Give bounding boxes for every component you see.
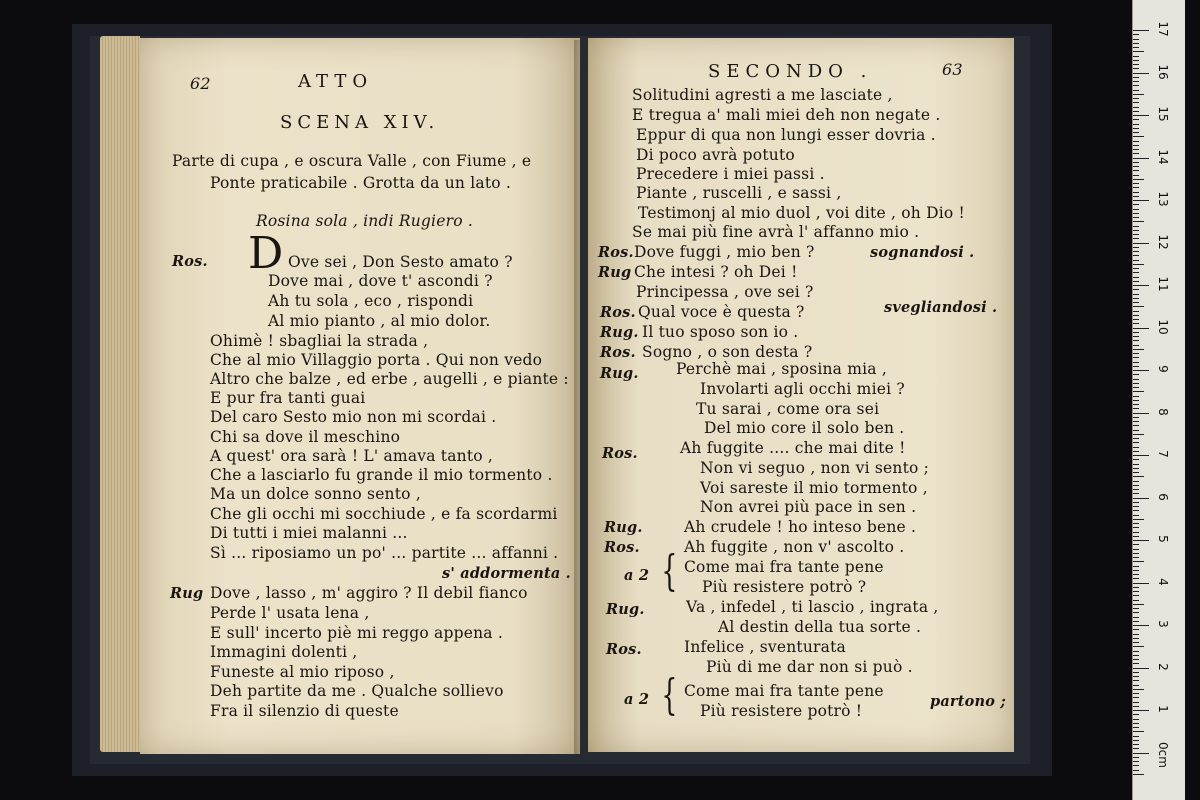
ruler-tick bbox=[1133, 770, 1139, 771]
stage-direction: Rosina sola , indi Rugiero . bbox=[256, 212, 473, 230]
verse-line: Infelice , sventurata bbox=[684, 638, 846, 656]
ruler-tick bbox=[1133, 723, 1139, 724]
ruler-tick bbox=[1133, 430, 1139, 431]
speaker-label: Ros. bbox=[604, 539, 640, 556]
ruler-tick bbox=[1133, 600, 1139, 601]
ruler-tick bbox=[1133, 323, 1139, 324]
ruler-tick bbox=[1133, 472, 1139, 473]
verse-line: Del caro Sesto mio non mi scordai . bbox=[210, 408, 497, 426]
ruler-tick bbox=[1133, 289, 1139, 290]
ruler-label: 5 bbox=[1156, 535, 1170, 543]
scene-title: SCENA XIV. bbox=[280, 112, 440, 133]
verse-line: Più di me dar non si può . bbox=[706, 658, 913, 676]
ruler-label: 7 bbox=[1156, 450, 1170, 458]
ruler-tick bbox=[1133, 553, 1139, 554]
verse-line: Ohimè ! sbagliai la strada , bbox=[210, 332, 429, 350]
ruler-tick bbox=[1133, 374, 1139, 375]
ruler-label: 17 bbox=[1156, 21, 1170, 37]
ruler-tick bbox=[1133, 578, 1139, 579]
ruler-tick bbox=[1133, 170, 1139, 171]
duet-marker: a 2 bbox=[624, 691, 650, 708]
verse-line: Deh partite da me . Qualche sollievo bbox=[210, 682, 504, 700]
ruler-tick bbox=[1133, 281, 1139, 282]
ruler-tick bbox=[1133, 306, 1144, 307]
ruler-tick bbox=[1133, 366, 1139, 367]
stage-direction: s' addormenta . bbox=[442, 565, 571, 582]
ruler-tick bbox=[1133, 73, 1149, 74]
ruler-tick bbox=[1133, 710, 1149, 711]
brace-icon: { bbox=[661, 670, 678, 719]
verse-line: Dove mai , dove t' ascondi ? bbox=[268, 272, 493, 290]
ruler-tick bbox=[1133, 510, 1139, 511]
verse-line: Di poco avrà potuto bbox=[636, 146, 795, 164]
ruler-tick bbox=[1133, 583, 1149, 584]
ruler-tick bbox=[1133, 719, 1139, 720]
speaker-label: Ros. bbox=[598, 244, 634, 261]
ruler-tick bbox=[1133, 544, 1139, 545]
ruler-tick bbox=[1133, 425, 1139, 426]
ruler-tick bbox=[1133, 264, 1144, 265]
ruler-tick bbox=[1133, 417, 1139, 418]
ruler-tick bbox=[1133, 617, 1139, 618]
ruler-tick bbox=[1133, 141, 1139, 142]
ruler-tick bbox=[1133, 39, 1139, 40]
ruler-tick bbox=[1133, 753, 1149, 754]
ruler-tick bbox=[1133, 561, 1144, 562]
ruler-tick bbox=[1133, 238, 1139, 239]
verse-line: E sull' incerto piè mi reggo appena . bbox=[210, 624, 503, 642]
ruler-tick bbox=[1133, 400, 1139, 401]
ruler-tick bbox=[1133, 187, 1139, 188]
ruler-tick bbox=[1133, 396, 1139, 397]
verse-line: Che intesi ? oh Dei ! bbox=[634, 263, 798, 281]
verse-line: Tu sarai , come ora sei bbox=[696, 400, 880, 418]
ruler-tick bbox=[1133, 209, 1139, 210]
ruler-tick bbox=[1133, 345, 1139, 346]
ruler-tick bbox=[1133, 638, 1139, 639]
stage-direction: sognandosi . bbox=[870, 244, 975, 261]
verse-line: Voi sareste il mio tormento , bbox=[700, 479, 928, 497]
ruler-tick bbox=[1133, 294, 1139, 295]
verse-line: Solitudini agresti a me lasciate , bbox=[632, 86, 893, 104]
ruler-tick bbox=[1133, 81, 1139, 82]
ruler-tick bbox=[1133, 30, 1149, 31]
ruler-tick bbox=[1133, 612, 1139, 613]
ruler-tick bbox=[1133, 43, 1139, 44]
ruler-tick bbox=[1133, 621, 1139, 622]
ruler-tick bbox=[1133, 200, 1149, 201]
verse-line: Sì ... riposiamo un po' ... partite ... affanni . bbox=[210, 544, 559, 562]
ruler-tick bbox=[1133, 370, 1149, 371]
ruler-tick bbox=[1133, 149, 1139, 150]
verse-line: A quest' ora sarà ! L' amava tanto , bbox=[210, 447, 494, 465]
ruler-label: 0cm bbox=[1156, 741, 1170, 768]
ruler-tick bbox=[1133, 404, 1139, 405]
ruler-tick bbox=[1133, 332, 1139, 333]
ruler-tick bbox=[1133, 379, 1139, 380]
ruler-tick bbox=[1133, 196, 1139, 197]
verse-line: Perde l' usata lena , bbox=[210, 604, 370, 622]
ruler-tick bbox=[1133, 702, 1139, 703]
ruler-tick bbox=[1133, 536, 1139, 537]
ruler-label: 16 bbox=[1156, 63, 1170, 80]
ruler-tick bbox=[1133, 442, 1139, 443]
ruler-tick bbox=[1133, 302, 1139, 303]
verse-line: Come mai fra tante pene bbox=[684, 682, 884, 700]
verse-line: Che a lasciarlo fu grande il mio tormento . bbox=[210, 466, 553, 484]
ruler-tick bbox=[1133, 540, 1149, 541]
ruler-tick bbox=[1133, 90, 1139, 91]
ruler-label: 12 bbox=[1156, 233, 1170, 250]
ruler-tick bbox=[1133, 744, 1139, 745]
ruler-tick bbox=[1133, 47, 1139, 48]
ruler-tick bbox=[1133, 285, 1149, 286]
verse-line: Che al mio Villaggio porta . Qui non vedo bbox=[210, 351, 543, 369]
ruler-tick bbox=[1133, 183, 1139, 184]
ruler-tick bbox=[1133, 251, 1139, 252]
ruler-tick bbox=[1133, 328, 1149, 329]
verse-line: Chi sa dove il meschino bbox=[210, 428, 401, 446]
ruler-tick bbox=[1133, 485, 1139, 486]
ruler-tick bbox=[1133, 421, 1139, 422]
ruler-tick bbox=[1133, 166, 1139, 167]
ruler-tick bbox=[1133, 697, 1139, 698]
ruler-tick bbox=[1133, 515, 1139, 516]
ruler-label: 11 bbox=[1156, 276, 1170, 292]
verse-line: Immagini dolenti , bbox=[210, 643, 358, 661]
ruler-tick bbox=[1133, 353, 1139, 354]
ruler-tick bbox=[1133, 570, 1139, 571]
speaker-label: Rug bbox=[170, 585, 204, 602]
verse-line: Al destin della tua sorte . bbox=[718, 618, 922, 636]
ruler-tick bbox=[1133, 243, 1149, 244]
right-page bbox=[588, 38, 1014, 752]
ruler-tick bbox=[1133, 706, 1139, 707]
verse-line: Al mio pianto , al mio dolor. bbox=[268, 312, 491, 330]
verse-line: Come mai fra tante pene bbox=[684, 558, 884, 576]
ruler-tick bbox=[1133, 761, 1139, 762]
ruler-tick bbox=[1133, 115, 1149, 116]
ruler-tick bbox=[1133, 455, 1149, 456]
ruler-tick bbox=[1133, 145, 1139, 146]
ruler-tick bbox=[1133, 527, 1139, 528]
ruler-tick bbox=[1133, 629, 1139, 630]
ruler-tick bbox=[1133, 587, 1139, 588]
ruler-tick bbox=[1133, 506, 1139, 507]
ruler-tick bbox=[1133, 447, 1139, 448]
speaker-label: Ros. bbox=[600, 344, 636, 361]
ruler-tick bbox=[1133, 230, 1139, 231]
ruler-tick bbox=[1133, 502, 1139, 503]
ruler-tick bbox=[1133, 663, 1139, 664]
ruler-tick bbox=[1133, 591, 1139, 592]
verse-line: Di tutti i miei malanni ... bbox=[210, 524, 408, 542]
page-number: 62 bbox=[190, 74, 211, 93]
ruler-tick bbox=[1133, 523, 1139, 524]
ruler-tick bbox=[1133, 34, 1139, 35]
ruler-tick bbox=[1133, 268, 1139, 269]
ruler-tick bbox=[1133, 357, 1139, 358]
verse-line: Qual voce è questa ? bbox=[638, 303, 805, 321]
ruler-tick bbox=[1133, 642, 1139, 643]
running-head: ATTO bbox=[298, 71, 374, 92]
ruler-tick bbox=[1133, 64, 1139, 65]
ruler-tick bbox=[1133, 574, 1139, 575]
speaker-label: Rug. bbox=[606, 601, 645, 618]
ruler-tick bbox=[1133, 748, 1139, 749]
ruler-tick bbox=[1133, 153, 1139, 154]
ruler-tick bbox=[1133, 685, 1139, 686]
ruler-tick bbox=[1133, 298, 1139, 299]
verse-line: Ove sei , Don Sesto amato ? bbox=[288, 253, 513, 271]
ruler-label: 14 bbox=[1156, 148, 1170, 165]
ruler-label: 10 bbox=[1156, 318, 1170, 335]
ruler-tick bbox=[1133, 438, 1139, 439]
ruler-tick bbox=[1133, 128, 1139, 129]
verse-line: Più resistere potrò ! bbox=[700, 702, 863, 720]
verse-line: Testimonj al mio duol , voi dite , oh Dio ! bbox=[638, 204, 965, 222]
ruler-tick bbox=[1133, 459, 1139, 460]
ruler-tick bbox=[1133, 634, 1139, 635]
verse-line: Perchè mai , sposina mia , bbox=[676, 360, 887, 378]
ruler-tick bbox=[1133, 646, 1144, 647]
ruler-tick bbox=[1133, 362, 1139, 363]
ruler-label: 1 bbox=[1156, 705, 1170, 713]
ruler-tick bbox=[1133, 468, 1139, 469]
ruler-tick bbox=[1133, 158, 1149, 159]
verse-line: Più resistere potrò ? bbox=[702, 578, 867, 596]
verse-line: Non avrei più pace in sen . bbox=[700, 498, 917, 516]
verse-line: Principessa , ove sei ? bbox=[636, 283, 814, 301]
ruler-tick bbox=[1133, 566, 1139, 567]
ruler-tick bbox=[1133, 349, 1144, 350]
ruler-tick bbox=[1133, 255, 1139, 256]
ruler-tick bbox=[1133, 272, 1139, 273]
ruler-tick bbox=[1133, 659, 1139, 660]
ruler-tick bbox=[1133, 98, 1139, 99]
verse-line: Dove , lasso , m' aggiro ? Il debil fianco bbox=[210, 584, 528, 602]
ruler-tick bbox=[1133, 532, 1139, 533]
verse-line: E pur fra tanti guai bbox=[210, 389, 366, 407]
ruler-label: 2 bbox=[1156, 662, 1170, 671]
ruler-tick bbox=[1133, 277, 1139, 278]
verse-line: Ah fuggite , non v' ascolto . bbox=[684, 538, 905, 556]
ruler-tick bbox=[1133, 740, 1139, 741]
ruler-tick bbox=[1133, 476, 1144, 477]
ruler-tick bbox=[1133, 498, 1149, 499]
page-block-edge bbox=[100, 36, 140, 752]
verse-line: Piante , ruscelli , e sassi , bbox=[636, 184, 842, 202]
verse-line: Ah tu sola , eco , rispondi bbox=[268, 292, 474, 310]
speaker-label: Ros. bbox=[600, 304, 636, 321]
ruler-tick bbox=[1133, 714, 1139, 715]
ruler-tick bbox=[1133, 162, 1139, 163]
ruler-label: 6 bbox=[1156, 492, 1170, 501]
verse-line: Va , infedel , ti lascio , ingrata , bbox=[686, 598, 939, 616]
speaker-label: Rug bbox=[598, 264, 632, 281]
ruler-label: 8 bbox=[1156, 407, 1170, 416]
ruler-tick bbox=[1133, 311, 1139, 312]
ruler-tick bbox=[1133, 260, 1139, 261]
ruler-tick bbox=[1133, 434, 1144, 435]
verse-line: E tregua a' mali miei deh non negate . bbox=[632, 106, 941, 124]
verse-line: Ah crudele ! ho inteso bene . bbox=[684, 518, 917, 536]
ruler-tick bbox=[1133, 192, 1139, 193]
verse-line: Sogno , o son desta ? bbox=[642, 343, 813, 361]
ruler-tick bbox=[1133, 387, 1139, 388]
ruler-tick bbox=[1133, 217, 1139, 218]
ruler-tick bbox=[1133, 204, 1139, 205]
ruler-tick bbox=[1133, 132, 1139, 133]
ruler-tick bbox=[1133, 689, 1144, 690]
setting-line: Parte di cupa , e oscura Valle , con Fiume , e bbox=[172, 152, 532, 170]
ruler-tick bbox=[1133, 481, 1139, 482]
speaker-label: Rug. bbox=[600, 365, 639, 382]
ruler-tick bbox=[1133, 557, 1139, 558]
verse-line: Ma un dolce sonno sento , bbox=[210, 485, 421, 503]
ruler-tick bbox=[1133, 247, 1139, 248]
ruler-tick bbox=[1133, 85, 1139, 86]
ruler-tick bbox=[1133, 51, 1144, 52]
ruler-tick bbox=[1133, 625, 1149, 626]
ruler-tick bbox=[1133, 68, 1139, 69]
drop-cap: D bbox=[248, 228, 284, 279]
ruler-tick bbox=[1133, 56, 1139, 57]
ruler-tick bbox=[1133, 655, 1139, 656]
ruler-tick bbox=[1133, 727, 1139, 728]
ruler-tick bbox=[1133, 383, 1139, 384]
ruler-tick bbox=[1133, 595, 1139, 596]
ruler-tick bbox=[1133, 672, 1139, 673]
ruler-tick bbox=[1133, 680, 1139, 681]
ruler-tick bbox=[1133, 102, 1139, 103]
verse-line: Del mio core il solo ben . bbox=[704, 419, 905, 437]
ruler-tick bbox=[1133, 107, 1139, 108]
ruler-tick bbox=[1133, 408, 1139, 409]
verse-line: Funeste al mio riposo , bbox=[210, 663, 395, 681]
verse-line: Fra il silenzio di queste bbox=[210, 702, 399, 720]
verse-line: Ah fuggite .... che mai dite ! bbox=[680, 439, 906, 457]
ruler-label: 4 bbox=[1156, 577, 1170, 586]
setting-line: Ponte praticabile . Grotta da un lato . bbox=[210, 174, 512, 192]
ruler-tick bbox=[1133, 136, 1144, 137]
ruler-tick bbox=[1133, 668, 1149, 669]
ruler-tick bbox=[1133, 391, 1144, 392]
ruler-tick bbox=[1133, 60, 1139, 61]
stage-direction: svegliandosi . bbox=[884, 299, 998, 316]
ruler-tick bbox=[1133, 111, 1139, 112]
duet-marker: a 2 bbox=[624, 567, 650, 584]
verse-line: Non vi seguo , non vi sento ; bbox=[700, 459, 930, 477]
speaker-label: Rug. bbox=[600, 324, 639, 341]
ruler-tick bbox=[1133, 676, 1139, 677]
ruler-tick bbox=[1133, 340, 1139, 341]
ruler-tick bbox=[1133, 234, 1139, 235]
ruler-tick bbox=[1133, 519, 1144, 520]
measuring-ruler bbox=[1132, 0, 1185, 800]
ruler-label: 3 bbox=[1156, 620, 1170, 628]
verse-line: Altro che balze , ed erbe , augelli , e piante : bbox=[210, 370, 569, 388]
speaker-label: Rug. bbox=[604, 519, 643, 536]
ruler-tick bbox=[1133, 693, 1139, 694]
verse-line: Che gli occhi mi socchiude , e fa scordarmi bbox=[210, 505, 558, 523]
verse-line: Dove fuggi , mio ben ? bbox=[634, 243, 815, 261]
ruler-tick bbox=[1133, 124, 1139, 125]
verse-line: Involarti agli occhi miei ? bbox=[700, 380, 905, 398]
ruler-tick bbox=[1133, 757, 1139, 758]
ruler-tick bbox=[1133, 451, 1139, 452]
ruler-tick bbox=[1133, 464, 1139, 465]
ruler-tick bbox=[1133, 77, 1139, 78]
ruler-tick bbox=[1133, 315, 1139, 316]
ruler-tick bbox=[1133, 608, 1139, 609]
speaker-label: Ros. bbox=[172, 253, 208, 270]
ruler-tick bbox=[1133, 94, 1144, 95]
verse-line: Eppur di qua non lungi esser dovria . bbox=[636, 126, 936, 144]
speaker-label: Ros. bbox=[602, 445, 638, 462]
verse-line: Se mai più fine avrà l' affanno mio . bbox=[632, 223, 920, 241]
ruler-tick bbox=[1133, 489, 1139, 490]
ruler-tick bbox=[1133, 549, 1139, 550]
ruler-tick bbox=[1133, 604, 1144, 605]
verse-line: Precedere i miei passi . bbox=[636, 165, 825, 183]
ruler-tick bbox=[1133, 493, 1139, 494]
ruler-label: 9 bbox=[1156, 365, 1170, 373]
ruler-label: 15 bbox=[1156, 106, 1170, 122]
ruler-tick bbox=[1133, 774, 1144, 775]
left-page bbox=[140, 38, 580, 754]
verse-line: Il tuo sposo son io . bbox=[642, 323, 799, 341]
brace-icon: { bbox=[661, 546, 678, 595]
ruler-tick bbox=[1133, 226, 1139, 227]
speaker-label: Ros. bbox=[606, 641, 642, 658]
ruler-tick bbox=[1133, 651, 1139, 652]
running-head: SECONDO . bbox=[708, 61, 873, 82]
ruler-tick bbox=[1133, 119, 1139, 120]
ruler-tick bbox=[1133, 179, 1144, 180]
page-number: 63 bbox=[942, 60, 963, 79]
ruler-tick bbox=[1133, 221, 1144, 222]
ruler-tick bbox=[1133, 736, 1139, 737]
ruler-label: 13 bbox=[1156, 191, 1170, 207]
ruler-tick bbox=[1133, 413, 1149, 414]
ruler-tick bbox=[1133, 336, 1139, 337]
stage-direction: partono ; bbox=[930, 693, 1006, 710]
ruler-tick bbox=[1133, 731, 1144, 732]
ruler-tick bbox=[1133, 213, 1139, 214]
ruler-tick bbox=[1133, 175, 1139, 176]
ruler-tick bbox=[1133, 765, 1139, 766]
ruler-tick bbox=[1133, 319, 1139, 320]
